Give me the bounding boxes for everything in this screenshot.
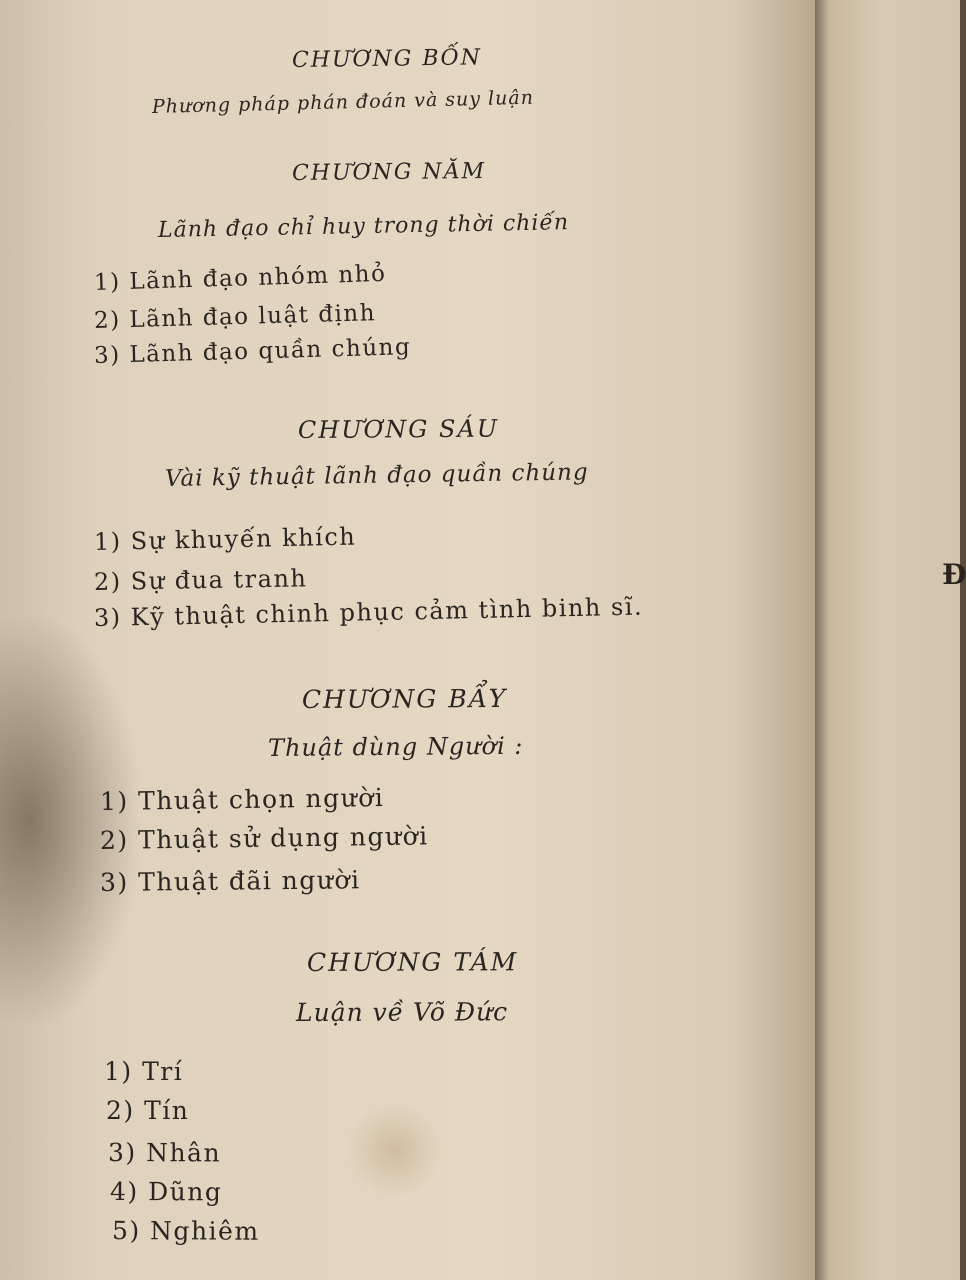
chapter-7-heading: CHƯƠNG BẨY bbox=[301, 683, 508, 714]
chapter-6-item-1: 1) Sự khuyến khích bbox=[93, 522, 357, 556]
chapter-5-heading: CHƯƠNG NĂM bbox=[291, 158, 487, 186]
chapter-5-item-2: 2) Lãnh đạo luật định bbox=[93, 300, 377, 334]
chapter-5-item-1: 1) Lãnh đạo nhóm nhỏ bbox=[93, 260, 387, 296]
chapter-4-heading: CHƯƠNG BỐN bbox=[291, 45, 483, 73]
chapter-8-item-4: 4) Dũng bbox=[109, 1177, 223, 1207]
chapter-7-subtitle: Thuật dùng Người : bbox=[267, 731, 524, 762]
chapter-7-item-1: 1) Thuật chọn người bbox=[99, 783, 385, 816]
chapter-6-subtitle: Vài kỹ thuật lãnh đạo quần chúng bbox=[164, 459, 589, 492]
chapter-6-heading: CHƯƠNG SÁU bbox=[297, 414, 500, 444]
chapter-8-item-1: 1) Trí bbox=[104, 1057, 184, 1086]
chapter-7-item-3: 3) Thuật đãi người bbox=[99, 865, 361, 897]
chapter-8-item-3: 3) Nhân bbox=[107, 1138, 222, 1168]
chapter-8-item-5: 5) Nghiêm bbox=[111, 1216, 260, 1246]
chapter-5-subtitle: Lãnh đạo chỉ huy trong thời chiến bbox=[157, 210, 570, 243]
chapter-6-item-3: 3) Kỹ thuật chinh phục cảm tình binh sĩ. bbox=[93, 592, 644, 632]
chapter-7-item-2: 2) Thuật sử dụng người bbox=[99, 821, 429, 855]
chapter-5-item-3: 3) Lãnh đạo quần chúng bbox=[93, 334, 412, 369]
right-page-edge-glyph: Đ bbox=[942, 558, 966, 591]
chapter-4-subtitle: Phương pháp phán đoán và suy luận bbox=[151, 86, 535, 118]
chapter-8-heading: CHƯƠNG TÁM bbox=[306, 947, 519, 977]
chapter-8-subtitle: Luận về Võ Đức bbox=[295, 997, 509, 1027]
chapter-6-item-2: 2) Sự đua tranh bbox=[93, 564, 308, 596]
book-right-page bbox=[815, 0, 960, 1280]
chapter-8-item-2: 2) Tín bbox=[106, 1096, 190, 1125]
